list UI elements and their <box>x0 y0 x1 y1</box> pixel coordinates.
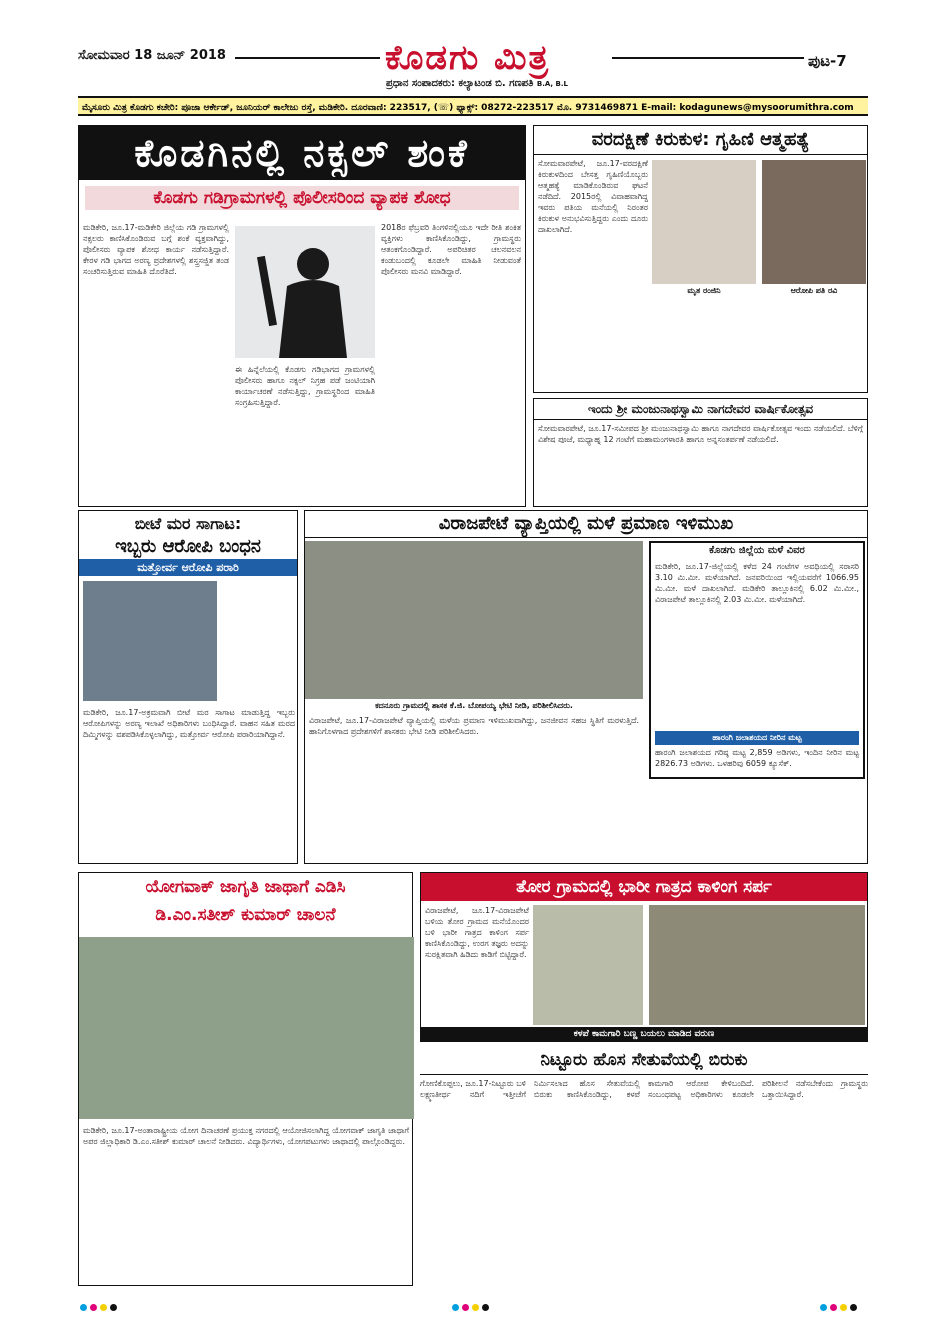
timber-headline-2: ಇಬ್ಬರು ಆರೋಪಿ ಬಂಧನ <box>115 536 261 557</box>
rain-caption: ಕದನೂರು ಗ್ರಾಮದಲ್ಲಿ ಶಾಸಕ ಕೆ.ಜಿ. ಬೋಪಯ್ಯ ಭೇಟಿ ನೀಡಿ, ಪರಿಶೀಲಿಸಿದರು. <box>375 701 573 710</box>
cobra-photo-1 <box>533 905 643 1025</box>
victim-photo <box>652 160 756 284</box>
lead-body-left: ಮಡಿಕೇರಿ, ಜೂ.17-ಮಡಿಕೇರಿ ಜಿಲ್ಲೆಯ ಗಡಿ ಗ್ರಾಮಗಳಲ್ಲಿ ನಕ್ಸಲರು ಕಾಣಿಸಿಕೊಂಡಿರುವ ಬಗ್ಗೆ ಶಂಕೆ ವ್ಯಕ್ತವಾಗಿದ್ದು, ಪೊಲೀಸರು ವ್ಯಾಪಕ ಶೋಧ ಕಾರ್ಯ ನಡೆಸುತ್ತಿದ್ದಾರೆ. ಕೇರಳ ಗಡಿ ಭಾಗದ ಅರಣ್ಯ ಪ್ರದೇಶಗಳಲ್ಲಿ ಶಸ್ತ್ರಸಜ್ಜಿತ ತಂಡ ಸಂಚರಿಸುತ್ತಿರುವ ಮಾಹಿತಿ ದೊರೆತಿದೆ. <box>83 223 229 276</box>
lead-headline: ಕೊಡಗಿನಲ್ಲಿ ನಕ್ಸಲ್ ಶಂಕೆ <box>79 126 525 180</box>
bridge-caption: ಕಳಪೆ ಕಾಮಗಾರಿ ಬಣ್ಣ ಬಯಲು ಮಾಡಿದ ವರುಣ <box>421 1027 867 1042</box>
lead-subhead: ಕೊಡಗು ಗಡಿಗ್ರಾಮಗಳಲ್ಲಿ ಪೊಲೀಸರಿಂದ ವ್ಯಾಪಕ ಶೋಧ <box>85 186 519 210</box>
accused-photo <box>762 160 866 284</box>
rain-headline: ವಿರಾಜಪೇಟೆ ವ್ಯಾಪ್ತಿಯಲ್ಲಿ ಮಳೆ ಪ್ರಮಾಣ ಇಳಿಮುಖ <box>305 511 867 538</box>
victim-caption: ಮೃತ ರಂಜಿನಿ <box>687 286 721 295</box>
editor-name: ಪ್ರಧಾನ ಸಂಪಾದಕರು: ಕಲ್ಯಾಟಂಡ ಬಿ. ಗಣಪತಿ <box>386 78 534 89</box>
yoga-headline-2: ಡಿ.ಎಂ.ಸತೀಶ್ ಕುಮಾರ್ ಚಾಲನೆ <box>155 905 336 925</box>
editor-degree: B.A, B.L <box>536 80 568 88</box>
cobra-headline: ತೋರ ಗ್ರಾಮದಲ್ಲಿ ಭಾರೀ ಗಾತ್ರದ ಕಾಳಿಂಗ ಸರ್ಪ <box>421 873 867 901</box>
bridge-headline: ನಿಟ್ಟೂರು ಹೊಸ ಸೇತುವೆಯಲ್ಲಿ ಬಿರುಕು <box>420 1046 868 1075</box>
cobra-body: ವಿರಾಜಪೇಟೆ, ಜೂ.17-ವಿರಾಜಪೇಟೆ ಬಳಿಯ ತೋರ ಗ್ರಾಮದ ಮನೆಯೊಂದರ ಬಳಿ ಭಾರೀ ಗಾತ್ರದ ಕಾಳಿಂಗ ಸರ್ಪ ಕಾಣಿಸಿಕೊಂಡಿದ್ದು, ಉರಗ ತಜ್ಞರು ಅದನ್ನು ಸುರಕ್ಷಿತವಾಗಿ ಹಿಡಿದು ಕಾಡಿಗೆ ಬಿಟ್ಟಿದ್ದಾರೆ. <box>425 906 529 959</box>
dowry-body-cont <box>652 300 866 388</box>
page-number: ಪುಟ-7 <box>808 52 847 70</box>
temple-body: ಸೋಮವಾರಪೇಟೆ, ಜೂ.17-ಸಮೀಪದ ಶ್ರೀ ಮಂಜುನಾಥಸ್ವಾಮಿ ಹಾಗೂ ನಾಗದೇವರ ವಾರ್ಷಿಕೋತ್ಸವ ಇಂದು ನಡೆಯಲಿದೆ. ಬೆಳಿಗ್ಗೆ ವಿಶೇಷ ಪೂಜೆ, ಮಧ್ಯಾಹ್ನ 12 ಗಂಟೆಗೆ ಮಹಾಮಂಗಳಾರತಿ ಹಾಗೂ ಅನ್ನಸಂತರ್ಪಣೆ ನಡೆಯಲಿದೆ. <box>538 424 863 444</box>
lead-body-mid: ಈ ಹಿನ್ನೆಲೆಯಲ್ಲಿ ಕೊಡಗು ಗಡಿಭಾಗದ ಗ್ರಾಮಗಳಲ್ಲಿ ಪೊಲೀಸರು ಹಾಗೂ ನಕ್ಸಲ್ ನಿಗ್ರಹ ಪಡೆ ಜಂಟಿಯಾಗಿ ಕಾರ್ಯಾಚರಣೆ ನಡೆಸುತ್ತಿದ್ದು, ಗ್ರಾಮಸ್ಥರಿಂದ ಮಾಹಿತಿ ಸಂಗ್ರಹಿಸುತ್ತಿದ್ದಾರೆ. <box>235 365 375 407</box>
timber-story <box>78 510 298 864</box>
timber-photo <box>83 581 217 701</box>
timber-headline-1: ಬೀಟೆ ಮರ ಸಾಗಾಟ: <box>134 514 242 533</box>
lead-photo <box>235 226 375 358</box>
issue-date: ಸೋಮವಾರ 18 ಜೂನ್ 2018 <box>78 48 226 63</box>
rain-stats-body: ಮಡಿಕೇರಿ, ಜೂ.17-ಜಿಲ್ಲೆಯಲ್ಲಿ ಕಳೆದ 24 ಗಂಟೆಗಳ ಅವಧಿಯಲ್ಲಿ ಸರಾಸರಿ 3.10 ಮಿ.ಮೀ. ಮಳೆಯಾಗಿದೆ. ಜನವರಿಯಿಂದ ಇಲ್ಲಿಯವರೆಗೆ 1066.95 ಮಿ.ಮೀ. ಮಳೆ ದಾಖಲಾಗಿದೆ. ಮಡಿಕೇರಿ ತಾಲ್ಲೂಕಿನಲ್ಲಿ 6.02 ಮಿ.ಮೀ., ವಿರಾಜಪೇಟೆ ತಾಲ್ಲೂಕಿನಲ್ಲಿ 2.03 ಮಿ.ಮೀ. ಮಳೆಯಾಗಿದೆ. <box>655 562 859 604</box>
bridge-story <box>420 1046 868 1286</box>
bridge-body: ಗೋಣಿಕೊಪ್ಪಲು, ಜೂ.17-ನಿಟ್ಟೂರು ಬಳಿ ಲಕ್ಷ್ಮಣತೀರ್ಥ ನದಿಗೆ ಇತ್ತೀಚೆಗೆ ನಿರ್ಮಿಸಲಾದ ಹೊಸ ಸೇತುವೆಯಲ್ಲಿ ಬಿರುಕು ಕಾಣಿಸಿಕೊಂಡಿದ್ದು, ಕಳಪೆ ಕಾಮಗಾರಿ ಆರೋಪ ಕೇಳಿಬಂದಿದೆ. ಸಂಬಂಧಪಟ್ಟ ಅಧಿಕಾರಿಗಳು ಕೂಡಲೇ ಪರಿಶೀಲನೆ ನಡೆಸಬೇಕೆಂದು ಗ್ರಾಮಸ್ಥರು ಒತ್ತಾಯಿಸಿದ್ದಾರೆ. <box>420 1079 868 1099</box>
registration-dots-left <box>80 1296 120 1315</box>
cobra-story <box>420 872 868 1042</box>
rain-photo <box>305 541 643 699</box>
lead-story <box>78 125 526 507</box>
lead-body-right: 2018ರ ಫೆಬ್ರವರಿ ತಿಂಗಳಿನಲ್ಲಿಯೂ ಇದೇ ರೀತಿ ಶಂಕಿತ ವ್ಯಕ್ತಿಗಳು ಕಾಣಿಸಿಕೊಂಡಿದ್ದು, ಗ್ರಾಮಸ್ಥರು ಆತಂಕಗೊಂಡಿದ್ದಾರೆ. ಅಪರಿಚಿತರ ಚಲನವಲನ ಕಂಡುಬಂದಲ್ಲಿ ಕೂಡಲೇ ಮಾಹಿತಿ ನೀಡುವಂತೆ ಪೊಲೀಸರು ಮನವಿ ಮಾಡಿದ್ದಾರೆ. <box>381 223 521 276</box>
gunman-silhouette-icon <box>235 226 375 358</box>
yoga-headline-1: ಯೋಗವಾಕ್ ಜಾಗೃತಿ ಜಾಥಾಗೆ ಎಡಿಸಿ <box>145 877 346 897</box>
registration-dots-right <box>820 1296 860 1315</box>
yoga-photo <box>79 937 414 1119</box>
timber-body-side <box>221 581 295 701</box>
rain-body-cont <box>649 785 865 859</box>
rain-body: ವಿರಾಜಪೇಟೆ, ಜೂ.17-ವಿರಾಜಪೇಟೆ ವ್ಯಾಪ್ತಿಯಲ್ಲಿ ಮಳೆಯ ಪ್ರಮಾಣ ಇಳಿಮುಖವಾಗಿದ್ದು, ಜನಜೀವನ ಸಹಜ ಸ್ಥಿತಿಗೆ ಮರಳುತ್ತಿದೆ. ಹಾನಿಗೊಳಗಾದ ಪ್ರದೇಶಗಳಿಗೆ ಶಾಸಕರು ಭೇಟಿ ನೀಡಿ ಪರಿಶೀಲಿಸಿದರು. <box>309 716 639 736</box>
temple-headline: ಇಂದು ಶ್ರೀ ಮಂಜುನಾಥಸ್ವಾಮಿ ನಾಗದೇವರ ವಾರ್ಷಿಕೋತ್ಸವ <box>534 399 867 420</box>
dowry-story <box>533 125 868 393</box>
cobra-photo-2 <box>649 905 865 1025</box>
temple-story <box>533 398 868 507</box>
rain-story <box>304 510 868 864</box>
registration-dots-center <box>452 1296 492 1315</box>
accused-caption: ಆರೋಪಿ ಪತಿ ರವಿ <box>790 286 838 295</box>
masthead-title: ಕೊಡಗು ಮಿತ್ರ <box>385 38 551 78</box>
rain-stats-sub-body: ಹಾರಂಗಿ ಜಲಾಶಯದ ಗರಿಷ್ಠ ಮಟ್ಟ 2,859 ಅಡಿಗಳು, ಇಂದಿನ ನೀರಿನ ಮಟ್ಟ 2826.73 ಅಡಿಗಳು. ಒಳಹರಿವು 6059 ಕ್ಯೂಸೆಕ್. <box>655 748 859 768</box>
masthead-rule-left <box>235 57 380 59</box>
rain-stats-title: ಕೊಡಗು ಜಿಲ್ಲೆಯ ಮಳೆ ವಿವರ <box>709 545 805 556</box>
yoga-body: ಮಡಿಕೇರಿ, ಜೂ.17-ಅಂತಾರಾಷ್ಟ್ರೀಯ ಯೋಗ ದಿನಾಚರಣೆ ಪ್ರಯುಕ್ತ ನಗರದಲ್ಲಿ ಆಯೋಜಿಸಲಾಗಿದ್ದ ಯೋಗವಾಕ್ ಜಾಗೃತಿ ಜಾಥಾಗೆ ಅಪರ ಜಿಲ್ಲಾಧಿಕಾರಿ ಡಿ.ಎಂ.ಸತೀಶ್ ಕುಮಾರ್ ಚಾಲನೆ ನೀಡಿದರು. ವಿದ್ಯಾರ್ಥಿಗಳು, ಯೋಗಪಟುಗಳು ಜಾಥಾದಲ್ಲಿ ಪಾಲ್ಗೊಂಡಿದ್ದರು. <box>83 1126 409 1146</box>
yoga-story <box>78 872 413 1286</box>
dowry-body: ಸೋಮವಾರಪೇಟೆ, ಜೂ.17-ವರದಕ್ಷಿಣೆ ಕಿರುಕುಳದಿಂದ ಬೇಸತ್ತ ಗೃಹಿಣಿಯೊಬ್ಬರು ಆತ್ಮಹತ್ಯೆ ಮಾಡಿಕೊಂಡಿರುವ ಘಟನೆ ನಡೆದಿದೆ. 2015ರಲ್ಲಿ ವಿವಾಹವಾಗಿದ್ದ ಇವರು ಪತಿಯ ಮನೆಯಲ್ಲಿ ನಿರಂತರ ಕಿರುಕುಳ ಅನುಭವಿಸುತ್ತಿದ್ದರು ಎಂದು ದೂರು ದಾಖಲಾಗಿದೆ. <box>538 159 648 234</box>
masthead-editor <box>386 78 568 89</box>
rain-stats-box <box>649 541 865 779</box>
dowry-headline: ವರದಕ್ಷಿಣೆ ಕಿರುಕುಳ: ಗೃಹಿಣಿ ಆತ್ಮಹತ್ಯೆ <box>534 126 867 155</box>
timber-body: ಮಡಿಕೇರಿ, ಜೂ.17-ಅಕ್ರಮವಾಗಿ ಬೀಟೆ ಮರ ಸಾಗಾಟ ಮಾಡುತ್ತಿದ್ದ ಇಬ್ಬರು ಆರೋಪಿಗಳನ್ನು ಅರಣ್ಯ ಇಲಾಖೆ ಅಧಿಕಾರಿಗಳು ಬಂಧಿಸಿದ್ದಾರೆ. ವಾಹನ ಸಹಿತ ಮರದ ದಿಮ್ಮಿಗಳನ್ನು ವಶಪಡಿಸಿಕೊಳ್ಳಲಾಗಿದ್ದು, ಮತ್ತೋರ್ವ ಆರೋಪಿ ಪರಾರಿಯಾಗಿದ್ದಾನೆ. <box>83 708 295 739</box>
masthead-rule-right <box>612 57 804 59</box>
contact-bar: ಮೈಸೂರು ಮಿತ್ರ ಕೊಡಗು ಕಚೇರಿ: ಪೂಜಾ ಆರ್ಕೇಡ್, ಜೂನಿಯರ್ ಕಾಲೇಜು ರಸ್ತೆ, ಮಡಿಕೇರಿ. ದೂರವಾಣಿ: 223517, (☏) ಫ್ಯಾಕ್ಸ್: 08272-223517 ಮೊ. 9731469871 E-mail: kodagunews@mysoorumithra.com <box>78 96 868 116</box>
timber-subhead: ಮತ್ತೋರ್ವ ಆರೋಪಿ ಪರಾರಿ <box>79 559 297 576</box>
rain-stats-subhead: ಹಾರಂಗಿ ಜಲಾಶಯದ ನೀರಿನ ಮಟ್ಟ <box>655 731 859 745</box>
